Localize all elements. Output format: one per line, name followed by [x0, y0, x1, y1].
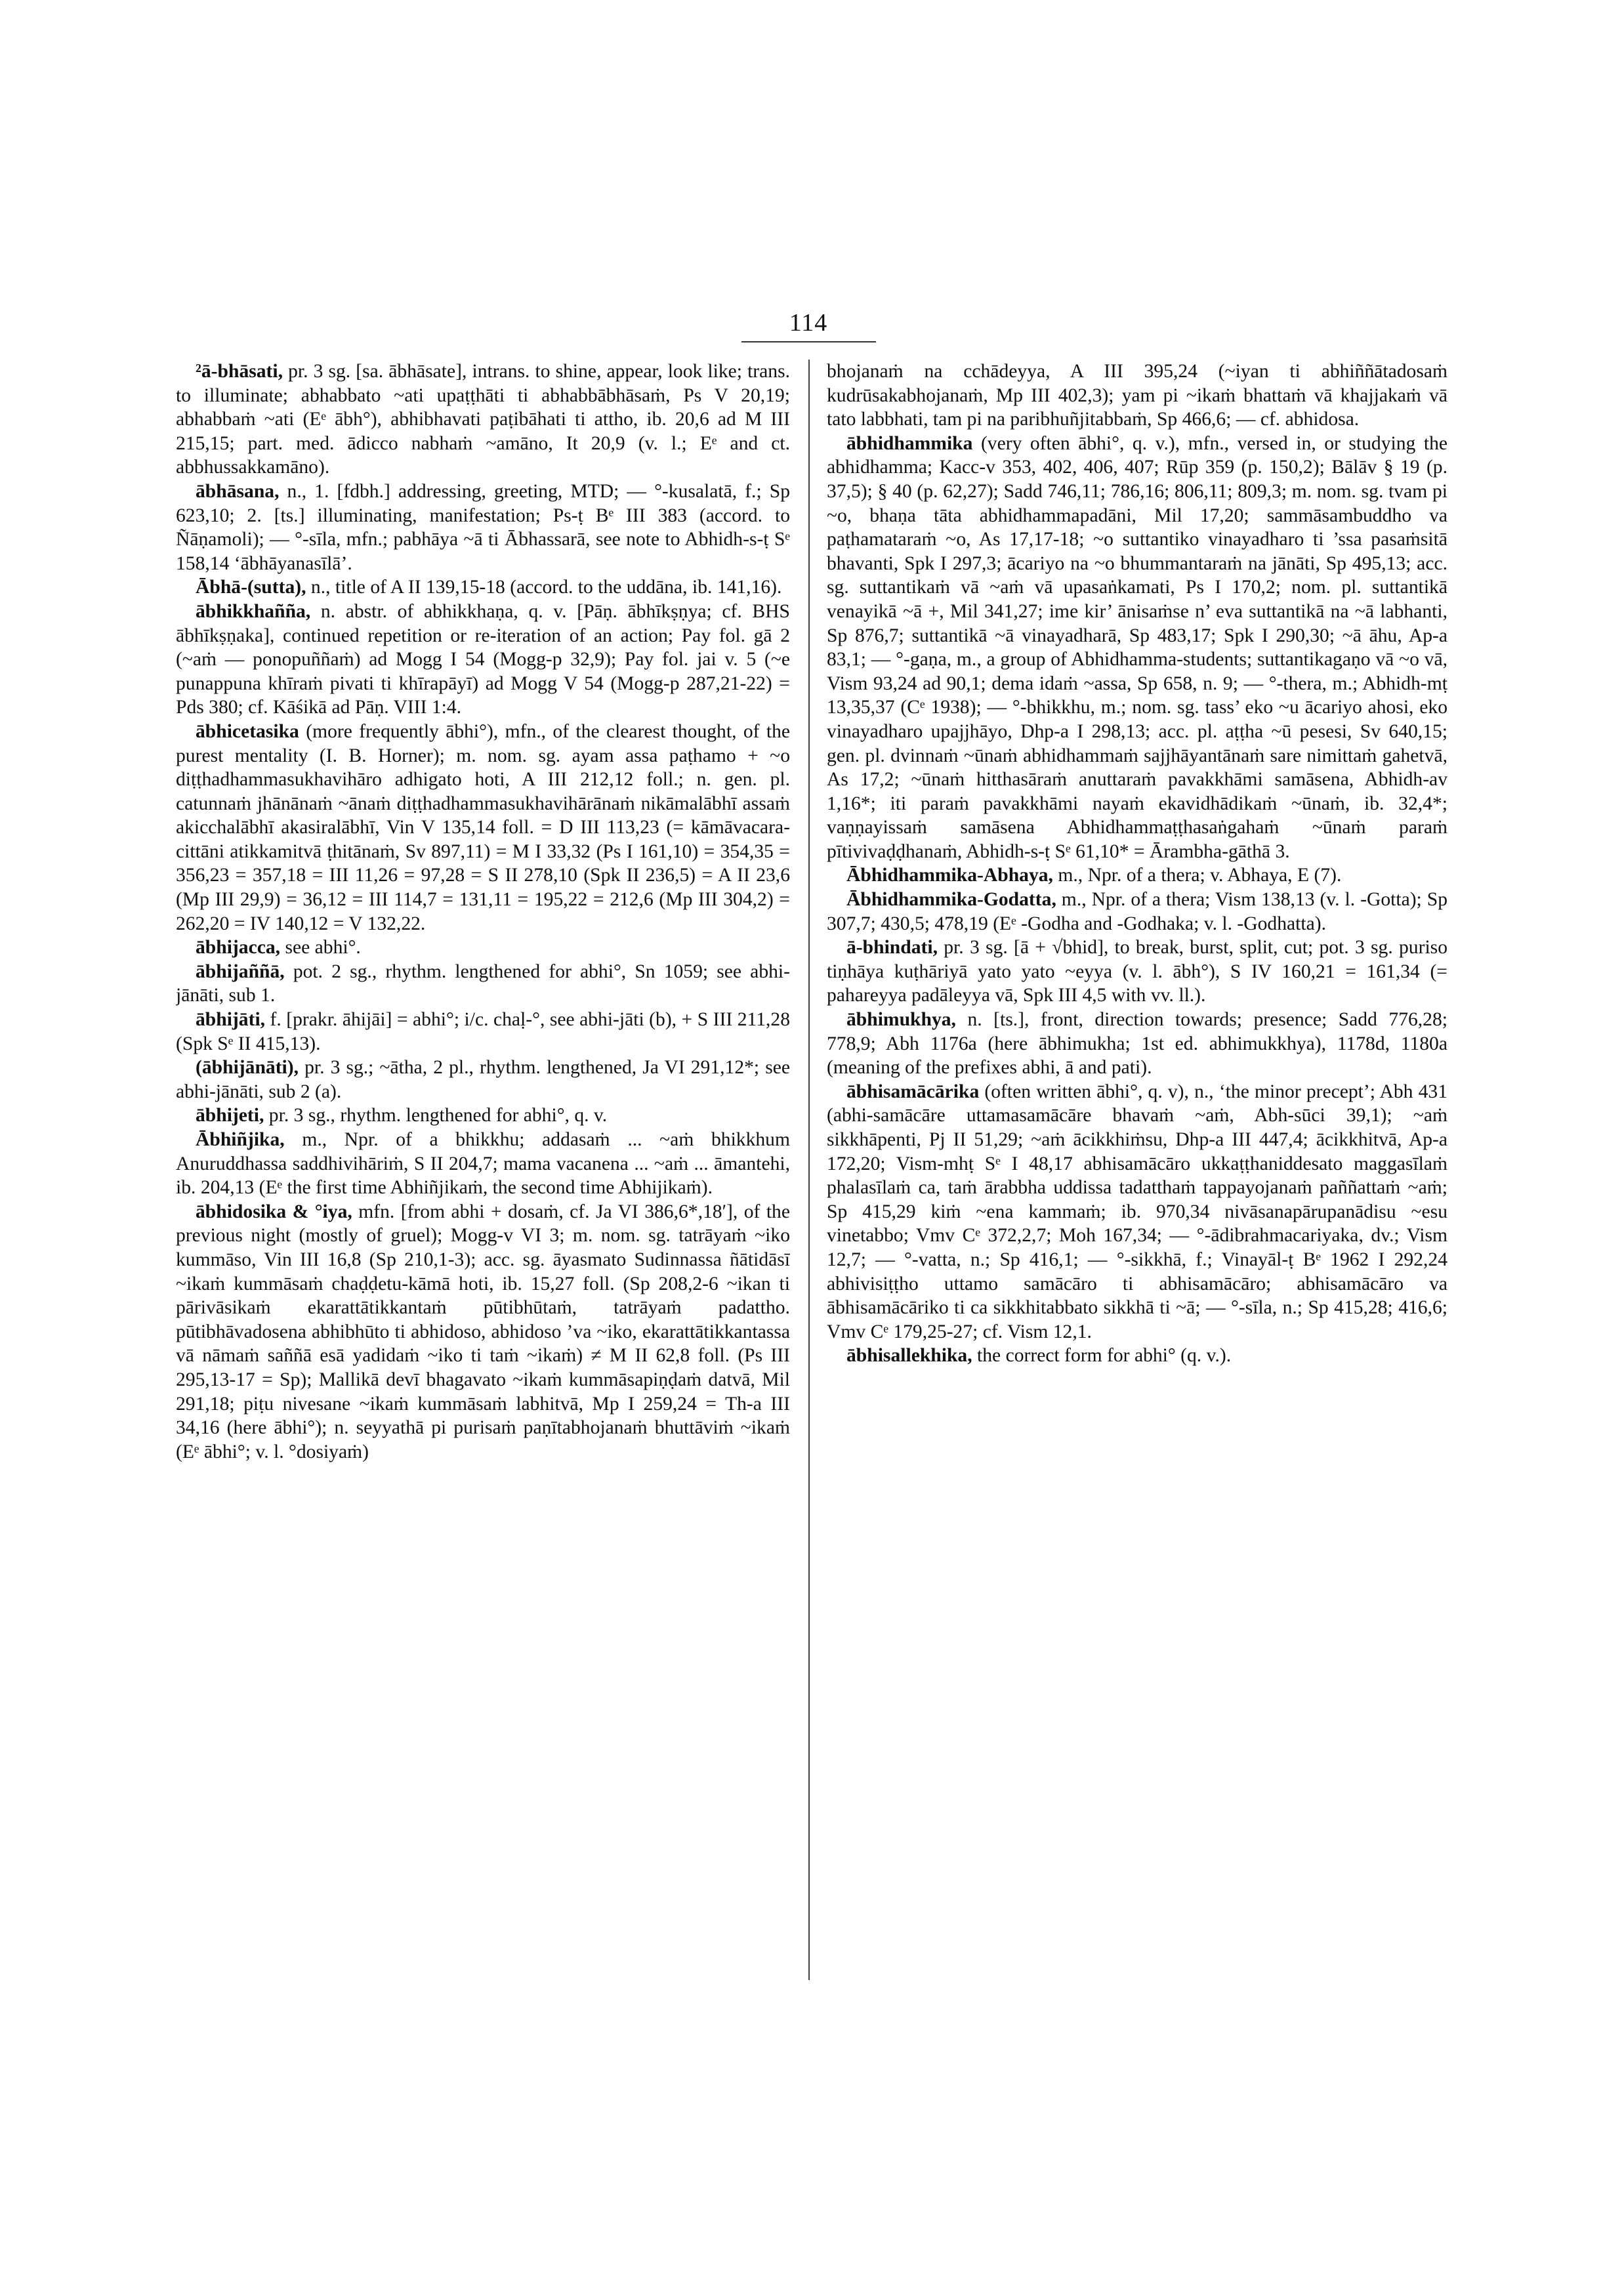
entry-headword: ābhidhammika — [846, 432, 973, 454]
entry-body: pr. 3 sg. [sa. ābhāsate], intrans. to shine, appear, look like; trans. to illuminate; abhabbato ~ati upaṭṭhāti ti abhabbābhāsaṁ, Ps V 20,19; abhabbaṁ ~ati (Eᵉ ābh°), abhibhavati paṭibāhati ti attho, ib. 20,6 ad M III 215,15; part. med. ādicco nabhaṁ ~amāno, It 20,9 (v. l.; Eᵉ and ct. abbhussakkamāno). — [176, 361, 790, 478]
right-column — [827, 360, 1447, 2262]
entry-body: (often written ābhi°, q. v), n., ‘the minor precept’; Abh 431 (abhi-samācāre uttamasamācāre bhavaṁ ~aṁ, Abh-sūci 39,1); ~aṁ sikkhāpenti, Pj II 51,29; ~aṁ ācikkhiṁsu, Dhp-a III 447,4; ācikkhitvā, Ap-a 172,20; Vism-mhṭ Sᵉ I 48,17 abhisamācāro ukkaṭṭhaniddesato maggasīlaṁ phalasīlaṁ ca, taṁ ārabbha uddissa tadatthaṁ tappayojanaṁ paññattaṁ ~aṁ; Sp 415,29 kiṁ ~ena kammaṁ; ib. 970,34 nivāsanapārupanādisu ~esu vinetabbo; Vmv Cᵉ 372,2,7; Moh 167,34; — °-ādibrahmacariyaka, dv.; Vism 12,7; — °-vatta, n.; Sp 416,1; — °-sikkhā, f.; Vinayāl-ṭ Bᵉ 1962 I 292,24 abhivisiṭṭho uttamo samācāro ti abhisamācāro; abhisamācāro va ābhisamācāriko ti ca sikkhitabbato sikkhā ti ~ā; — °-sīla, n.; Sp 415,28; 416,6; Vmv Cᵉ 179,25-27; cf. Vism 12,1. — [827, 1081, 1447, 1342]
entry-headword: ābhidosika & °iya, — [196, 1201, 352, 1222]
header-rule — [741, 341, 876, 342]
entry-headword: ābhimukhya, — [846, 1009, 956, 1031]
dictionary-entry — [176, 936, 790, 960]
entry-headword: ābhicetasika — [196, 720, 299, 742]
entry-body: pr. 3 sg. [ā + √bhid], to break, burst, split, cut; pot. 3 sg. puriso tiṇhāya kuṭhāriyā yato yato ~eyya (v. l. ābh°), S IV 160,21 = 161,34 (= pahareyya padāleyya vā, Spk III 4,5 with vv. ll.). — [827, 937, 1447, 1006]
entry-body: m., Npr. of a thera; v. Abhaya, E (7). — [1052, 865, 1342, 886]
entry-body: pot. 2 sg., rhythm. lengthened for abhi°, Sn 1059; see abhi-jānāti, sub 1. — [176, 961, 790, 1006]
entry-body: pr. 3 sg., rhythm. lengthened for abhi°, q. v. — [264, 1105, 608, 1127]
entry-body: n., title of A II 139,15-18 (accord. to the uddāna, ib. 141,16). — [306, 577, 782, 598]
dictionary-entry — [176, 1056, 790, 1104]
dictionary-entry — [176, 360, 790, 480]
entry-body: f. [prakr. āhijāi] = abhi°; i/c. chaḷ-°, see abhi-jāti (b), + S III 211,28 (Spk Sᵉ II 415,13). — [176, 1009, 790, 1054]
entry-headword: Ābhiñjika, — [196, 1129, 285, 1150]
dictionary-entry — [827, 432, 1447, 864]
entry-headword: Ābhidhammika-Godatta, — [846, 889, 1056, 911]
dictionary-entry — [176, 720, 790, 936]
left-column — [176, 360, 790, 2262]
entry-headword: ābhijacca, — [196, 937, 281, 959]
entry-headword: Ābhā-(sutta), — [196, 577, 306, 598]
entry-headword: ²ā-bhāsati, — [196, 361, 283, 382]
page-number: 114 — [789, 309, 828, 337]
dictionary-entry — [827, 936, 1447, 1008]
entry-body: m., Npr. of a thera; Vism 138,13 (v. l. -Gotta); Sp 307,7; 430,5; 478,19 (Eᵉ -Godha and -Godhaka; v. l. -Godhatta). — [827, 889, 1447, 934]
entry-headword: ā-bhindati, — [846, 937, 938, 959]
dictionary-entry — [827, 863, 1447, 888]
entry-body: (more frequently ābhi°), mfn., of the clearest thought, of the purest mentality (I. B. Horner); m. nom. sg. ayam assa paṭhamo + ~o diṭṭhadhammasukhavihāro adhigato hoti, A III 212,12 foll.; n. gen. pl. catunnaṁ jhānānaṁ ~ānaṁ diṭṭhadhammasukhavihārānaṁ nikāmalābhī assaṁ akicchalābhī akasiralābhī, Vin V 135,14 foll. = D III 113,23 (= kāmāvacara-cittāni atikkamitvā ṭhitānaṁ, Sv 897,11) = M I 33,32 (Ps I 161,10) = 354,35 = 356,23 = 357,18 = III 11,26 = 97,28 = S II 278,10 (Spk II 236,5) = A II 23,6 (Mp III 29,9) = 36,12 = III 114,7 = 131,11 = 195,22 = 212,6 (Mp III 304,2) = 262,20 = IV 140,12 = V 132,22. — [176, 720, 790, 934]
dictionary-entry — [176, 960, 790, 1008]
dictionary-entry — [176, 575, 790, 600]
entry-body: bhojanaṁ na cchādeyya, A III 395,24 (~iyan ti abhiññātadosaṁ kudrūsakabhojanaṁ, Mp III 402,3); yam pi ~ikaṁ bhattaṁ vā khajjakaṁ vā tato labbhati, tam pi na paribhuñjitabbaṁ, Sp 466,6; — cf. abhidosa. — [827, 361, 1447, 430]
dictionary-entry — [176, 1008, 790, 1056]
dictionary-entry — [176, 600, 790, 720]
dictionary-entry — [176, 1200, 790, 1464]
entry-body: n. [ts.], front, direction towards; presence; Sadd 776,28; 778,9; Abh 1176a (here ābhimukha; 1st ed. abhimukkhya), 1178d, 1180a (meaning of the prefixes abhi, ā and pati). — [827, 1009, 1447, 1079]
dictionary-entry — [827, 1008, 1447, 1080]
entry-headword: Ābhidhammika-Abhaya, — [846, 865, 1053, 886]
entry-headword: ābhijāti, — [196, 1009, 266, 1031]
dictionary-entry — [827, 1080, 1447, 1344]
entry-body: see abhi°. — [280, 937, 361, 959]
entry-headword: ābhisallekhika, — [846, 1345, 972, 1367]
entry-body: n. abstr. of abhikkhaṇa, q. v. [Pāṇ. ābhīkṣṇya; cf. BHS ābhīkṣṇaka], continued repetition or re-iteration of an action; Pay fol. gā 2 (~aṁ — ponopuññaṁ) ad Mogg I 54 (Mogg-p 32,9); Pay fol. jai v. 5 (~e punappuna khīraṁ pivati ti khīrapāyī) ad Mogg V 54 (Mogg-p 287,21-22) = Pds 380; cf. Kāśikā ad Pāṇ. VIII 1:4. — [176, 600, 790, 718]
entry-body: m., Npr. of a bhikkhu; addasaṁ ... ~aṁ bhikkhum Anuruddhassa saddhivihāriṁ, S II 204,7; mama vacanena ... ~aṁ ... āmantehi, ib. 204,13 (Eᵉ the first time Abhiñjikaṁ, the second time Abhijikaṁ). — [176, 1129, 790, 1199]
column-divider — [808, 360, 810, 1980]
entry-headword: ābhijeti, — [196, 1105, 264, 1127]
entry-headword: ābhikkhañña, — [196, 600, 311, 622]
entry-body: the correct form for abhi° (q. v.). — [972, 1345, 1232, 1367]
entry-body: n., 1. [fdbh.] addressing, greeting, MTD; — °-kusalatā, f.; Sp 623,10; 2. [ts.] illuminating, manifestation; Ps-ṭ Bᵉ III 383 (accord. to Ñāṇamoli); — °-sīla, mfn.; pabhāya ~ā ti Ābhassarā, see note to Abhidh-s-ṭ Sᵉ 158,14 ‘ābhāyanasīlā’. — [176, 480, 790, 574]
entry-headword: ābhijaññā, — [196, 961, 285, 982]
dictionary-entry — [176, 480, 790, 575]
dictionary-entry — [827, 360, 1447, 432]
entry-headword: (ābhijānāti), — [196, 1057, 299, 1079]
dictionary-entry — [827, 888, 1447, 936]
entry-body: pr. 3 sg.; ~ātha, 2 pl., rhythm. lengthened, Ja VI 291,12*; see abhi-jānāti, sub 2 (a). — [176, 1057, 790, 1102]
dictionary-entry — [176, 1128, 790, 1200]
dictionary-entry — [176, 1104, 790, 1128]
entry-headword: ābhisamācārika — [846, 1081, 980, 1102]
entry-body: (very often ābhi°, q. v.), mfn., versed in, or studying the abhidhamma; Kacc-v 353, 402, 406, 407; Rūp 359 (p. 150,2); Bālāv § 19 (p. 37,5); § 40 (p. 62,27); Sadd 746,11; 786,16; 806,11; 809,3; m. nom. sg. tvam pi ~o, bhaṇa tāta abhidhammapadāni, Mil 17,20; sammāsambuddho va paṭhamataraṁ ~o, As 17,17-18; ~o suttantiko vinayadharo ti ’ssa pasaṁsitā bhavanti, Spk I 297,3; ācariyo na ~o bhummantaraṁ na jānāti, Sp 495,13; acc. sg. suttantikaṁ vā ~aṁ vā upasaṅkamati, Ps I 170,2; nom. pl. suttantikā venayikā ~ā +, Mil 341,27; ime kir’ ānisaṁse n’ eva suttantikā na ~ā labhanti, Sp 876,7; suttantikā ~ā vinayadharā, Sp 483,17; Spk I 290,30; ~ā āhu, Ap-a 83,1; — °-gaṇa, m., a group of Abhidhamma-students; suttantikagaṇo vā ~o vā, Vism 93,24 ad 90,1; dema idaṁ ~assa, Sp 658, n. 9; — °-thera, m.; Abhidh-mṭ 13,35,37 (Cᵉ 1938); — °-bhikkhu, m.; nom. sg. tass’ eko ~u ācariyo ahosi, eko vinayadharo upajjhāyo, Dhp-a I 298,13; acc. pl. aṭṭha ~ū pesesi, Sv 640,15; gen. pl. dvinnaṁ ~ūnaṁ abhidhammaṁ sajjhāyantānaṁ sare nimittaṁ gahetvā, As 17,2; ~ūnaṁ hitthasāraṁ anuttaraṁ pavakkhāmi samāsena, Abhidh-av 1,16*; iti paraṁ pavakkhāmi nayaṁ ekavidhādikaṁ ~ūnaṁ, ib. 32,4*; vaṇṇayissaṁ samāsena Abhidhammaṭṭhasaṅgahaṁ ~ūnaṁ paraṁ pītivivaḍḍhanaṁ, Abhidh-s-ṭ Sᵉ 61,10* = Ārambha-gāthā 3. — [827, 432, 1447, 862]
entry-body: mfn. [from abhi + dosaṁ, cf. Ja VI 386,6*,18′], of the previous night (mostly of gruel); Mogg-v VI 3; m. nom. sg. tatrāyaṁ ~iko kummāso, Vin III 16,8 (Sp 210,1-3); acc. sg. āyasmato Sudinnassa ñātidāsī ~ikaṁ kummāsaṁ chaḍḍetu-kāmā hoti, ib. 15,27 foll. (Sp 208,2-6 ~ikan ti pārivāsikaṁ ekarattātikkantaṁ pūtibhūtaṁ, tatrāyaṁ padattho. pūtibhāvadosena abhibhūto ti abhidoso, abhidoso ’va ~iko, ekarattātikkantassa vā nāmaṁ saññā esā yadidaṁ ~iko ti taṁ ~ikaṁ) ≠ M II 62,8 foll. (Ps III 295,13-17 = Sp); Mallikā devī bhagavato ~ikaṁ kummāsapiṇḍaṁ datvā, Mil 291,18; piṭu nivesane ~ikaṁ kummāsaṁ labhitvā, Mp I 259,24 = Th-a III 34,16 (here ābhi°); n. seyyathā pi purisaṁ paṇītabhojanaṁ bhuttāviṁ ~ikaṁ (Eᵉ ābhi°; v. l. °dosiyaṁ) — [176, 1201, 790, 1462]
entry-headword: ābhāsana, — [196, 480, 280, 502]
dictionary-entry — [827, 1344, 1447, 1368]
